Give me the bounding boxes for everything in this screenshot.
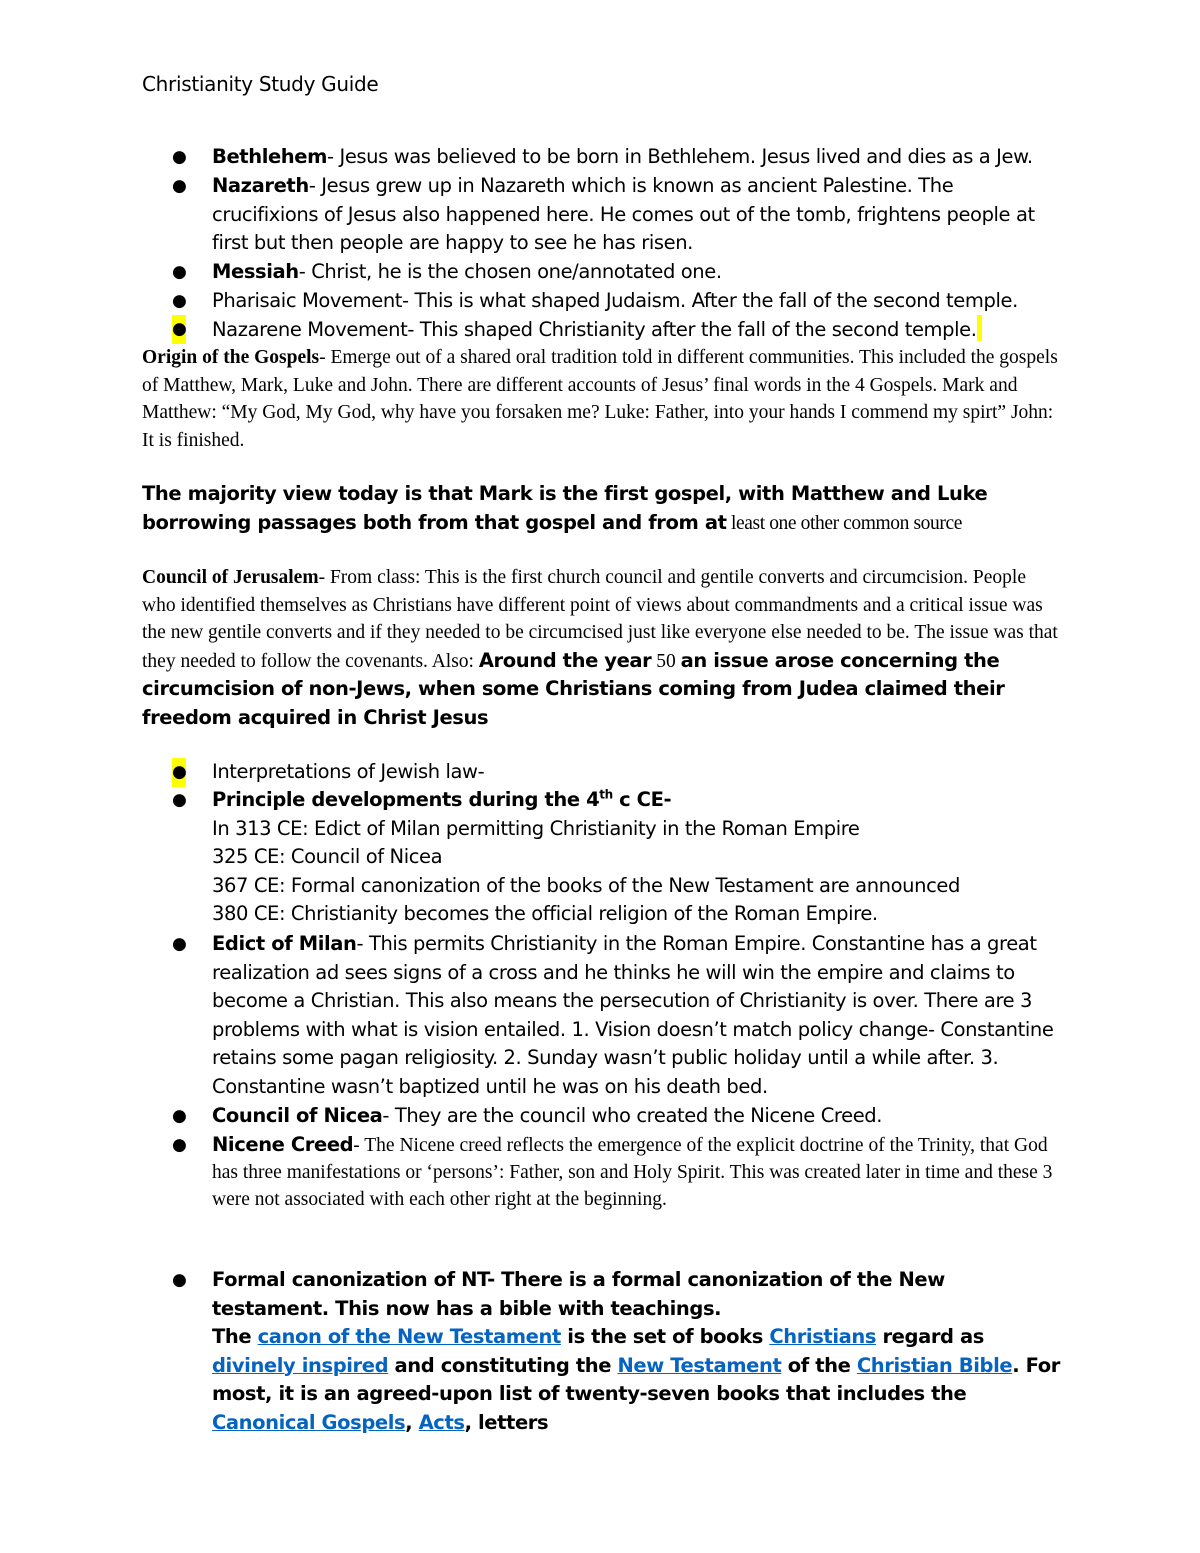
bullet-icon: ●: [172, 758, 186, 787]
bullet-icon: ●: [172, 315, 186, 344]
bullet-icon: ●: [172, 291, 187, 311]
list-item-bethlehem: ● Bethlehem- Jesus was believed to be born in Bethlehem. Jesus lived and dies as a Jew.: [142, 143, 1062, 172]
term-origin-gospels: Origin of the Gospels: [142, 347, 320, 368]
list-item-nazarene: ● Nazarene Movement- This shaped Christianity after the fall of the second temple.: [142, 315, 1062, 345]
link-acts[interactable]: Acts: [418, 1410, 465, 1434]
link-new-testament[interactable]: New Testament: [617, 1353, 782, 1377]
term-pharisaic: Pharisaic Movement: [212, 289, 403, 312]
paragraph-origin-of-gospels: Origin of the Gospels- Emerge out of a shared oral tradition told in different communities. This included the gospels of Matthew, Mark, Luke and John. There are different accounts of Jesus’ final words in the 4 Gospels. Mark and Matthew: “My God, My God, why have you forsaken me? Luke: Father, into your hands I commend my spirt” John: It is finished.: [142, 347, 1058, 451]
timeline-367: 367 CE: Formal canonization of the books of the New Testament are announced: [212, 873, 960, 897]
link-canonical-gospels[interactable]: Canonical Gospels: [212, 1410, 406, 1434]
timeline-380: 380 CE: Christianity becomes the official religion of the Roman Empire.: [212, 902, 878, 925]
term-edict-milan: Edict of Milan: [212, 932, 357, 955]
link-canon-nt[interactable]: canon of the New Testament: [257, 1325, 561, 1348]
list-item-messiah: ● Messiah- Christ, he is the chosen one/annotated one.: [142, 258, 1062, 287]
link-divinely-inspired[interactable]: divinely inspired: [212, 1353, 389, 1377]
term-council-nicea: Council of Nicea: [212, 1104, 383, 1127]
list-item-pharisaic: ● Pharisaic Movement- This is what shaped Judaism. After the fall of the second temple.: [142, 287, 1062, 316]
timeline-325: 325 CE: Council of Nicea: [212, 845, 443, 868]
list-item-council-nicea: ● Council of Nicea- They are the council who created the Nicene Creed.: [142, 1102, 1062, 1131]
term-nicene-creed: Nicene Creed: [212, 1133, 354, 1156]
bullet-icon: ●: [172, 147, 187, 167]
bullet-icon: ●: [172, 1106, 187, 1126]
bullet-icon: ●: [172, 790, 187, 810]
term-formal-canonization: Formal canonization of NT: [212, 1268, 488, 1291]
term-bethlehem: Bethlehem: [212, 145, 328, 168]
list-item-formal-canonization: ● Formal canonization of NT- There is a formal canonization of the New testament. This now has a bible with teachings. The canon of the New Testament is the set of books Christians regard as divinely inspired and constituting the New Testament of the Christian Bible. For most, it is an agreed-upon list of twenty-seven books that includes the Canonical Gospels, Acts, letters: [172, 1268, 1060, 1434]
term-council-jerusalem: Council of Jerusalem: [142, 567, 319, 588]
term-nazareth: Nazareth: [212, 174, 309, 197]
paragraph-council-jerusalem: Council of Jerusalem- From class: This is the first church council and gentile converts and circumcision. People who identified themselves as Christians have different point of views about commandments and a critical issue was the new gentile converts and if they needed to be circumcised just like everyone else needed to be. The issue was that they needed to follow the covenants. Also: Around the year 50 an issue arose concerning the circumcision of non-Jews, when some Christians coming from Judea claimed their freedom acquired in Christ Jesus: [142, 567, 1058, 729]
link-christians[interactable]: Christians: [769, 1325, 877, 1348]
highlight-mark: [977, 315, 982, 341]
list-item-edict-of-milan: ● Edict of Milan- This permits Christianity in the Roman Empire. Constantine has a great realization ad sees signs of a cross and he thinks he will win the empire and claims to become a Christian. This also means the persecution of Christianity is over. There are 3 problems with what is vision entailed. 1. Vision doesn’t match policy change- Constantine retains some pagan religiosity. 2. Sunday wasn’t public holiday until a while after. 3. Constantine wasn’t baptized until he was on his death bed.: [172, 932, 1054, 1098]
list-item-nazareth: ● Nazareth- Jesus grew up in Nazareth which is known as ancient Palestine. The crucifixions of Jesus also happened here. He comes out of the tomb, frightens people at first but then people are happy to see he has risen.: [172, 174, 1035, 254]
term-messiah: Messiah: [212, 260, 299, 283]
timeline-313: In 313 CE: Edict of Milan permitting Christianity in the Roman Empire: [212, 816, 860, 840]
paragraph-majority-view: The majority view today is that Mark is the first gospel, with Matthew and Luke borrowing passages both from that gospel and from at least one other common source: [142, 482, 988, 534]
term-nazarene: Nazarene Movement: [212, 318, 408, 341]
bullet-icon: ●: [172, 262, 187, 282]
document-title: Christianity Study Guide: [142, 72, 379, 96]
link-christian-bible[interactable]: Christian Bible: [856, 1353, 1013, 1377]
list-item-interpretations: ● Interpretations of Jewish law-: [142, 758, 1062, 787]
list-item-principle-developments: ● Principle developments during the 4th c CE- In 313 CE: Edict of Milan permitting Christianity in the Roman Empire 325 CE: Council of Nicea 367 CE: Formal canonization of the books of the New Testament are announced 380 CE: Christianity becomes the official religion of the Roman Empire.: [142, 786, 1062, 929]
list-item-nicene-creed: ● Nicene Creed- The Nicene creed reflects the emergence of the explicit doctrine of the Trinity, that God has three manifestations or ‘persons’: Father, son and Holy Spirit. This was created later in time and these 3 were not associated with each other right at the beginning.: [172, 1133, 1053, 1210]
bullet-icon: ●: [172, 176, 187, 196]
bullet-icon: ●: [172, 1270, 187, 1290]
bullet-icon: ●: [172, 934, 187, 954]
bullet-icon: ●: [172, 1135, 187, 1155]
